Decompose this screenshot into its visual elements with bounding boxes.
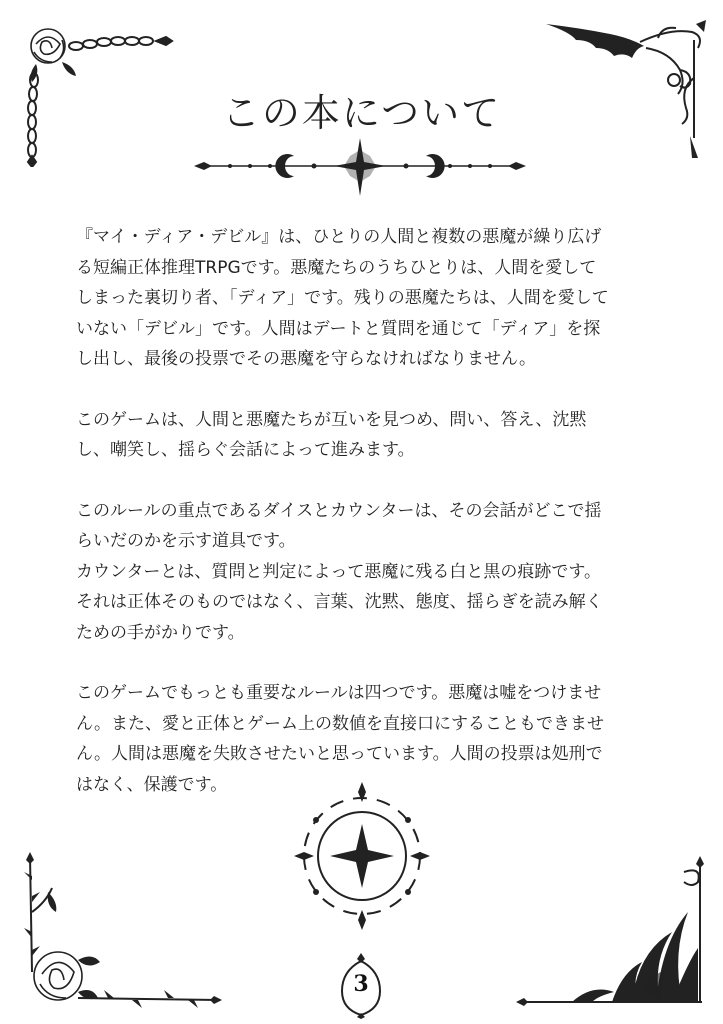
flame-corner-ornament	[512, 852, 712, 1012]
moon-star-divider	[190, 138, 530, 198]
star-compass-emblem	[292, 780, 432, 930]
rose-thorn-corner-ornament	[18, 852, 228, 1012]
paragraph-dice-counters: このルールの重点であるダイスとカウンターは、その会話がどこで揺 らいだのかを示す道具です。 カウンターとは、質問と判定によって悪魔に残る白と黒の痕跡です。 それは正体そのものではなく、言葉、沈黙、態度、揺らぎを読み解く ための手がかりです。	[76, 500, 603, 643]
page-number-badge	[336, 953, 386, 1019]
paragraph-intro: 『マイ・ディア・デビル』は、ひとりの人間と複数の悪魔が繰り広げ る短編正体推理TRPGです。悪魔たちのうちひとりは、人間を愛して しまった裏切り者、「ディア」です。残りの悪魔たちは、人間を愛して いない「デビル」です。人間はデートと質問を通じて「ディア」を探 し出し、最後の投票でその悪魔を守らなければなりません。	[76, 227, 609, 369]
paragraph-core-rules: このゲームでもっとも重要なルールは四つです。悪魔は嘘をつけませ ん。また、愛と正体とゲーム上の数値を直接口にすることもできませ ん。人間は悪魔を失敗させたいと思っています。人間の投票は処刑で はなく、保護です。	[76, 683, 605, 795]
body-text	[76, 222, 646, 830]
page-title: この本について	[221, 91, 502, 135]
page-number: 3	[353, 971, 369, 997]
paragraph-conversation: このゲームは、人間と悪魔たちが互いを見つめ、問い、答え、沈黙 し、嘲笑し、揺らぐ会話によって進みます。	[76, 409, 587, 460]
